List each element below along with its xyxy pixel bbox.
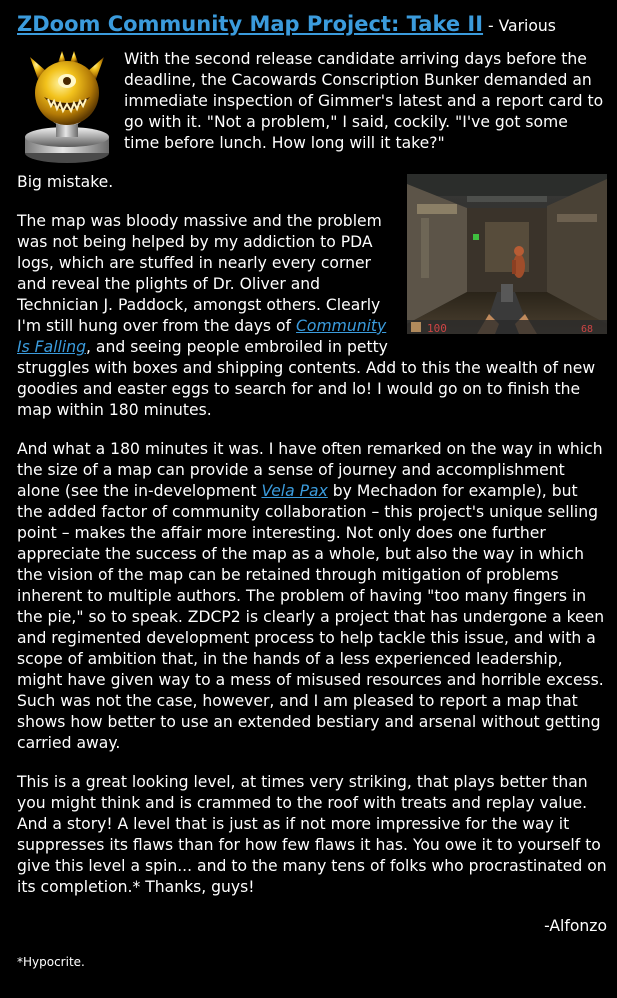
paragraph-text: The map was bloody massive and the problem was not being helped by my addiction to PDA logs, which are stuffed in nearly every corner and reveal the plights of Dr. Oliver and Technician J. Paddock, amongst others. Clearly I'm still hung over from the days of: [17, 212, 382, 335]
paragraph-text: by Mechadon for example), but the added factor of community collaboration – this project's unique selling point – makes the affair more interesting. Not only does one further appreciate the success of the map as a whole, but also the way in which the vision of the map can be retained through mitigation of problems inherent to multiple authors. The problem of having "too many fingers in the pie," so to speak. ZDCP2 is clearly a project that has undergone a keen and regimented development process to help tackle this issue, and with a scope of ambition that, in the hands of a less experienced leadership, might have given way to a mess of misused resources and horrible excess. Such was not the case, however, and I am pleased to report a map that shows how better to use an extended bestiary and arsenal without getting carried away.: [17, 482, 605, 752]
review-paragraph-mistake: Big mistake.: [17, 173, 114, 191]
review-paragraph-intro: With the second release candidate arriving days before the deadline, the Cacowards Conscription Bunker demanded an immediate inspection of Gimmer's latest and a report card to go with it. "Not a problem," I said, cockily. "I've got some time before lunch. How long will it take?": [124, 50, 604, 152]
svg-text:68: [581, 324, 593, 334]
review-entry: [17, 10, 607, 970]
svg-text:100: [427, 322, 447, 334]
cacodemon-trophy-icon: [20, 49, 114, 167]
review-paragraph-verdict: This is a great looking level, at times very striking, that plays better than you might think and is crammed to the roof with treats and replay value. And a story! A level that is just as if not more impressive for the way it suppresses its flaws than for how few flaws it has. You owe it to yourself to give this level a spin... and to the many tens of folks who procrastinated on its completion.* Thanks, guys!: [17, 773, 607, 896]
hud-ammo-value: 68: [581, 324, 594, 334]
paragraph-text: , and seeing people embroiled in petty struggles with boxes and shipping contents. Add to this the wealth of new goodies and easter eggs to search for and lo! I would go on to finish the map within 180 minutes.: [17, 338, 596, 419]
doom-gameplay-screenshot: [407, 174, 607, 334]
community-is-falling-link[interactable]: Community Is Falling: [17, 317, 387, 356]
review-header: [17, 10, 607, 40]
map-author: Various: [498, 17, 556, 35]
map-title-link[interactable]: ZDoom Community Map Project: Take II: [17, 12, 484, 36]
hud-health-value: 100: [427, 322, 447, 334]
vela-pax-link[interactable]: Vela Pax: [261, 482, 328, 500]
footnote: *Hypocrite.: [17, 955, 85, 969]
review-signature: -Alfonzo: [544, 917, 607, 935]
title-separator: -: [483, 17, 499, 35]
review-paragraph-collaboration: [17, 439, 607, 754]
paragraph-text: And what a 180 minutes it was. I have often remarked on the way in which the size of a map can provide a sense of journey and accomplishment alone (see the in-development: [17, 440, 603, 500]
